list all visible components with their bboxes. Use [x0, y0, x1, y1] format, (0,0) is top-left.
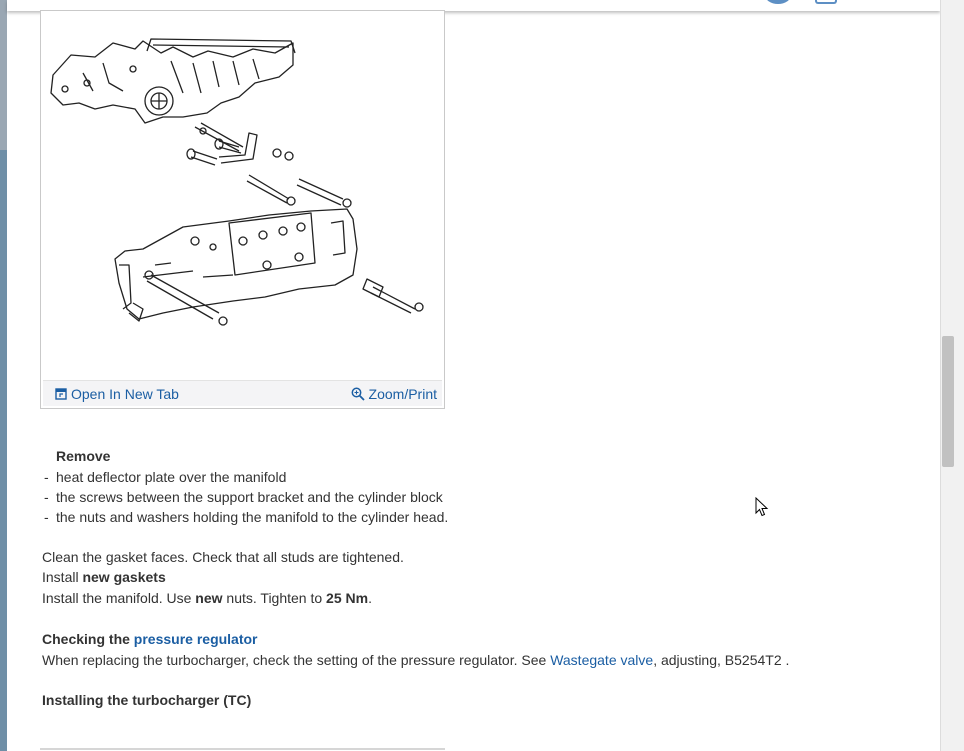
clean-instruction: Clean the gasket faces. Check that all studs are tightened.: [42, 549, 404, 565]
figure-toolbar: [43, 380, 442, 406]
remove-heading: Remove: [56, 448, 111, 464]
list-item: - the screws between the support bracket and the cylinder block: [44, 489, 443, 505]
document-icon[interactable]: [815, 0, 837, 4]
magnifier-icon: [351, 387, 365, 401]
user-avatar[interactable]: [765, 0, 791, 4]
left-window-edge: [0, 0, 7, 751]
pressure-regulator-text: When replacing the turbocharger, check the setting of the pressure regulator. See Wastegate valve, adjusting, B5254T2 .: [42, 652, 790, 668]
list-item: - heat deflector plate over the manifold: [44, 469, 287, 485]
open-in-new-tab-label: Open In New Tab: [71, 386, 179, 402]
list-item: - the nuts and washers holding the manifold to the cylinder head.: [44, 509, 449, 525]
open-in-new-tab-link[interactable]: [55, 386, 179, 402]
figure-container: [40, 10, 445, 409]
manifold-diagram: [43, 13, 442, 381]
turbocharger-heading: Installing the turbocharger (TC): [42, 692, 252, 708]
open-tab-icon: [55, 388, 67, 400]
mouse-cursor-icon: [755, 497, 769, 517]
zoom-print-label: Zoom/Print: [368, 386, 437, 402]
scrollbar-thumb[interactable]: [942, 336, 954, 467]
install-manifold-instruction: Install the manifold. Use new nuts. Tighten to 25 Nm.: [42, 590, 372, 606]
next-figure-top-border: [40, 748, 445, 750]
install-gaskets-instruction: Install new gaskets: [42, 569, 166, 585]
pressure-regulator-heading: Checking the pressure regulator: [42, 631, 258, 647]
pressure-regulator-link[interactable]: pressure regulator: [133, 631, 258, 647]
wastegate-valve-link[interactable]: Wastegate valve: [550, 652, 654, 668]
zoom-print-link[interactable]: [351, 386, 437, 402]
